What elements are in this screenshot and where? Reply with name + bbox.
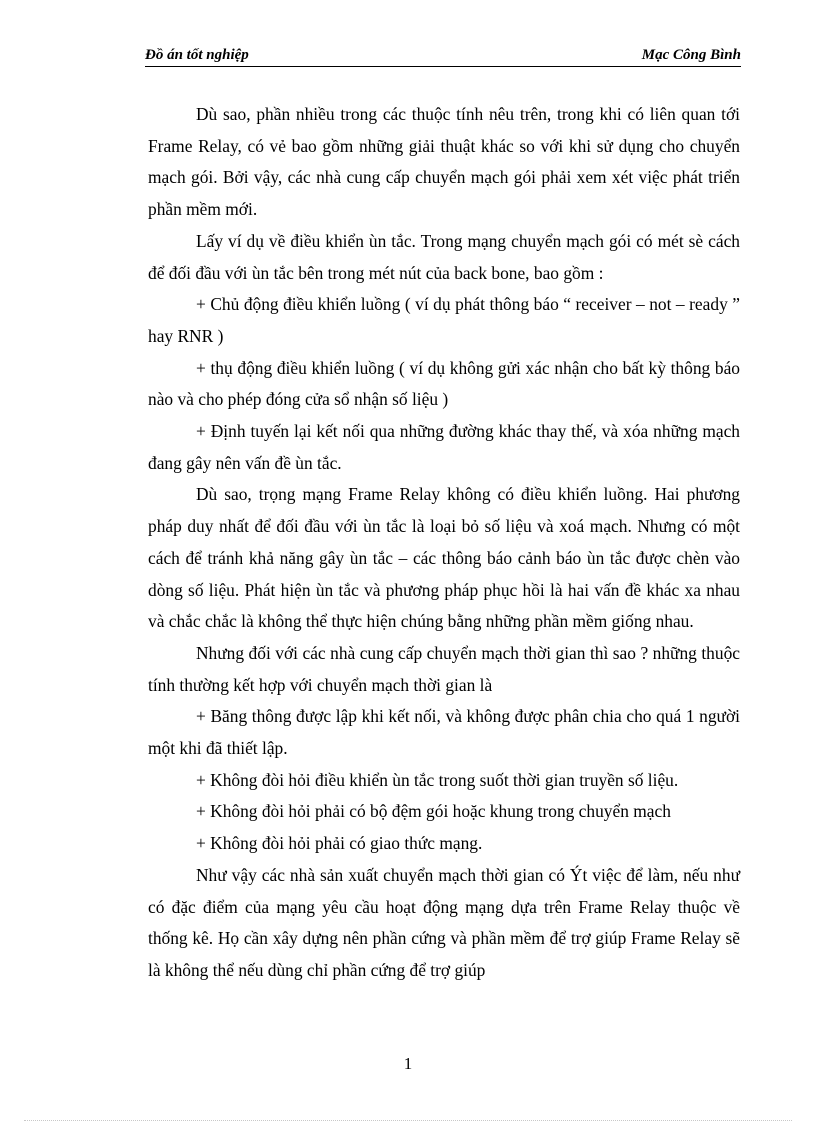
paragraph: Nhưng đối với các nhà cung cấp chuyển mạch thời gian thì sao ? những thuộc tính thường kết hợp với chuyển mạch thời gian là: [148, 642, 740, 695]
paragraph: Như vậy các nhà sản xuất chuyển mạch thời gian có Ýt việc để làm, nếu như có đặc điểm của mạng yêu cầu hoạt động mạng dựa trên Frame Relay thuộc về thống kê. Họ cần xây dựng nên phần cứng và phần mềm để trợ giúp Frame Relay sẽ là không thể nếu dùng chỉ phần cứng để trợ giúp: [148, 864, 740, 980]
bullet-paragraph: + Không đòi hỏi điều khiển ùn tắc trong suốt thời gian truyền số liệu.: [196, 769, 679, 790]
paragraph: Lấy ví dụ về điều khiển ùn tắc. Trong mạng chuyển mạch gói có mét sè cách để đối đầu với ùn tắc bên trong mét nút của back bone, bao gồm :: [148, 230, 740, 283]
bullet-paragraph: + Định tuyến lại kết nối qua những đường khác thay thế, và xóa những mạch đang gây nên vấn đề ùn tắc.: [148, 421, 740, 473]
paragraph: Dù sao, trọng mạng Frame Relay không có điều khiển luồng. Hai phương pháp duy nhất để đối đầu với ùn tắc là loại bỏ số liệu và xoá mạch. Nhưng có một cách để tránh khả năng gây ùn tắc – các thông báo cảnh báo ùn tắc được chèn vào dòng số liệu. Phát hiện ùn tắc và phương pháp phục hồi là hai vấn đề khác xa nhau và chắc chắc là không thể thực hiện chúng bằng những phần mềm giống nhau.: [148, 484, 740, 632]
page-number: 1: [403, 1054, 413, 1073]
header-author-name: Mạc Công Bình: [641, 47, 741, 63]
body-text: [148, 99, 740, 987]
page-header: [145, 46, 741, 67]
bullet-paragraph: + Chủ động điều khiển luồng ( ví dụ phát thông báo “ receiver – not – ready ” hay RNR ): [148, 294, 740, 346]
page-bottom-divider: [24, 1120, 792, 1121]
bullet-paragraph: + Không đòi hỏi phải có giao thức mạng.: [196, 833, 483, 854]
bullet-paragraph: + Không đòi hỏi phải có bộ đệm gói hoặc khung trong chuyển mạch: [196, 801, 671, 822]
bullet-paragraph: + Băng thông được lập khi kết nối, và không được phân chia cho quá 1 người một khi đã thiết lập.: [148, 706, 740, 759]
paragraph: Dù sao, phần nhiều trong các thuộc tính nêu trên, trong khi có liên quan tới Frame Relay, có vẻ bao gồm những giải thuật khác so với khi sử dụng cho chuyển mạch gói. Bởi vậy, các nhà cung cấp chuyển mạch gói phải xem xét việc phát triển phần mềm mới.: [148, 104, 740, 220]
header-document-title: Đồ án tốt nghiệp: [145, 47, 249, 63]
bullet-paragraph: + thụ động điều khiển luồng ( ví dụ không gửi xác nhận cho bất kỳ thông báo nào và cho phép đóng cửa sổ nhận số liệu ): [148, 357, 740, 410]
